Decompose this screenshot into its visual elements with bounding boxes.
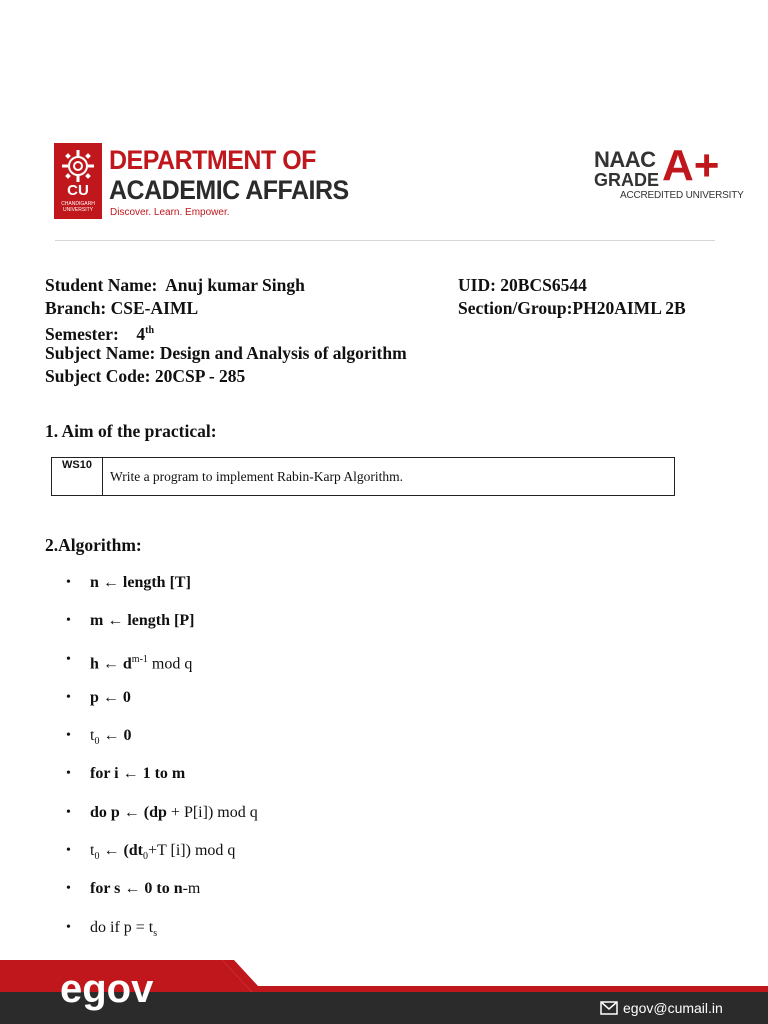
footer-email: egov@cumail.in bbox=[623, 1000, 723, 1016]
student-name-label: Student Name: bbox=[45, 275, 158, 295]
semester-value: 4 bbox=[136, 323, 146, 344]
aim-table bbox=[51, 457, 675, 496]
cu-emblem-icon bbox=[61, 149, 95, 183]
semester-suffix: th bbox=[145, 325, 155, 336]
subject-code-value: 20CSP - 285 bbox=[154, 366, 246, 386]
subject-code-label: Subject Code: bbox=[45, 366, 151, 386]
branch bbox=[45, 297, 198, 319]
accredited-label: ACCREDITED UNIVERSITY bbox=[620, 190, 744, 201]
subject-code bbox=[45, 365, 245, 387]
section-label: Section/Group: bbox=[458, 298, 573, 318]
section-value: PH20AIML 2B bbox=[572, 298, 686, 318]
aim-heading: 1. Aim of the practical: bbox=[45, 421, 217, 441]
header-divider bbox=[55, 240, 715, 241]
aim-code-cell: WS10 bbox=[52, 458, 103, 495]
uid-value: 20BCS6544 bbox=[500, 275, 587, 295]
algorithm-step: • h ← $d^{m-1}$ mod q bbox=[66, 651, 193, 672]
algorithm-heading: 2.Algorithm: bbox=[45, 535, 142, 555]
algorithm-step: • $t_0$ ← ($dt_0+T$ [i]) mod q bbox=[66, 842, 236, 863]
logo-cu-text: CU bbox=[67, 182, 89, 199]
grade-label: GRADE bbox=[594, 170, 660, 190]
student-name bbox=[45, 274, 305, 296]
naac-label: NAAC bbox=[594, 147, 656, 172]
tagline: Discover. Learn. Empower. bbox=[110, 207, 230, 218]
egov-logo bbox=[60, 967, 154, 1011]
algorithm-step: • $t_0$ ← 0 bbox=[66, 727, 132, 748]
semester-label: Semester: bbox=[45, 323, 119, 344]
cu-logo bbox=[54, 143, 102, 219]
section-group bbox=[458, 297, 686, 319]
uid-label: UID: bbox=[458, 275, 496, 295]
subject-name bbox=[45, 342, 407, 364]
subject-name-label: Subject Name: bbox=[45, 343, 156, 363]
algorithm-step: • for s ← 0 to n-m bbox=[66, 880, 201, 898]
algorithm-step: • for i ← 1 to m bbox=[66, 765, 186, 783]
subject-name-value: Design and Analysis of algorithm bbox=[159, 343, 407, 363]
branch-value: CSE-AIML bbox=[110, 298, 199, 318]
student-uid bbox=[458, 274, 587, 296]
grade-value: A+ bbox=[662, 141, 720, 190]
egov-brand-text: egov bbox=[60, 967, 154, 1011]
student-name-value: Anuj kumar Singh bbox=[165, 275, 305, 295]
dept-title-line2: ACADEMIC AFFAIRS bbox=[109, 175, 349, 206]
algorithm-step: • do p ← (dp + P[i]) mod q bbox=[66, 803, 258, 821]
logo-university-text: CHANDIGARH UNIVERSITY bbox=[61, 201, 95, 213]
aim-text-cell: Write a program to implement Rabin-Karp Algorithm. bbox=[110, 469, 404, 484]
algorithm-step: • p ← 0 bbox=[66, 688, 131, 706]
algorithm-step: • n ← length [T] bbox=[66, 574, 191, 591]
branch-label: Branch: bbox=[45, 298, 107, 318]
dept-title-line1: DEPARTMENT OF bbox=[109, 145, 316, 176]
algorithm-steps bbox=[66, 572, 258, 955]
algorithm-step: • do if $p = t_s$ bbox=[66, 918, 158, 939]
egov-footer bbox=[0, 960, 768, 1024]
algorithm-step: • m ← length [P] bbox=[66, 612, 195, 630]
